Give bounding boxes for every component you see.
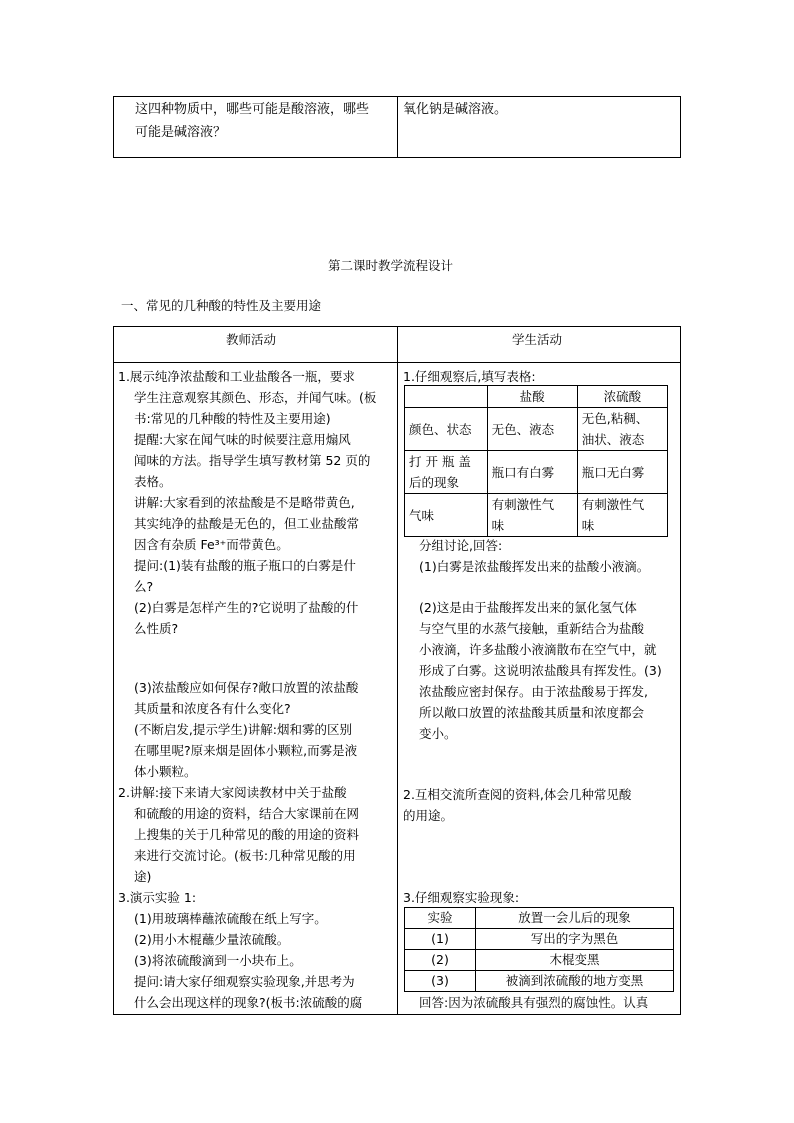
teacher-line: (不断启发,提示学生)讲解:烟和雾的区别 [134,722,352,737]
student-line: 分组讨论,回答: [419,538,503,553]
acid-table-cell: 无色、液态 [487,408,577,451]
student-line: (1)白雾是浓盐酸挥发出来的盐酸小液滴。 [419,559,650,574]
student-line: 小液滴，许多盐酸小液滴散布在空气中，就 [419,642,657,657]
student-line: 2.互相交流所查阅的资料,体会几种常见酸 [403,787,632,802]
exp-table-header: 放置一会儿后的现象 [476,908,674,929]
exp-table-cell: 写出的字为黑色 [476,929,674,950]
teacher-line: 什么会出现这样的现象?(板书:浓硫酸的腐 [134,995,363,1010]
teacher-line: 书:常见的几种酸的特性及主要用途) [134,411,331,426]
student-line: 所以敞口放置的浓盐酸其质量和浓度都会 [419,705,645,720]
experiment-table [404,907,674,992]
student-line: 与空气里的水蒸气接触，重新结合为盐酸 [419,621,645,636]
acid-table-header: 浓硫酸 [577,386,667,408]
teacher-line: 3.演示实验 1: [118,890,197,905]
acid-table-cell: 有刺激性气 味 [487,494,577,537]
subheading: 一、常见的几种酸的特性及主要用途 [121,298,322,313]
header-teacher: 教师活动 [226,332,277,347]
section-title: 第二课时教学流程设计 [328,258,454,273]
teacher-line: 上搜集的关于几种常见的酸的用途的资料 [134,827,360,842]
teacher-line: 么性质? [134,621,179,636]
exp-table-cell: (1) [405,929,476,950]
student-intro: 1.仔细观察后,填写表格: [403,369,536,384]
student-line: (2)这是由于盐酸挥发出来的氯化氢气体 [419,600,637,615]
teacher-line: 提醒:大家在闻气味的时候要注意用煽风 [134,432,351,447]
teacher-line: 提问:(1)装有盐酸的瓶子瓶口的白雾是什 [134,558,356,573]
teacher-line: 提问:请大家仔细观察实验现象,并思考为 [134,974,355,989]
acid-table-header [405,386,488,408]
teacher-line: (3)浓盐酸应如何保存?敞口放置的浓盐酸 [134,680,359,695]
teacher-line: 来进行交流讨论。(板书:几种常见酸的用 [134,848,356,863]
acid-table-cell: 瓶口有白雾 [487,451,577,494]
acid-table-cell: 瓶口无白雾 [577,451,667,494]
teacher-line: 途) [134,869,152,884]
student-answer-3: 回答:因为浓硫酸具有强烈的腐蚀性。认真 [419,995,649,1010]
teacher-line: 其质量和浓度各有什么变化? [134,701,291,716]
acid-table-cell: 有刺激性气 味 [577,494,667,537]
teacher-line: 因含有杂质 Fe³⁺而带黄色。 [134,537,289,552]
exp-table-cell: 木棍变黑 [476,950,674,971]
teacher-line: (3)将浓硫酸滴到一小块布上。 [134,953,302,968]
exp-table-cell: 被滴到浓硫酸的地方变黑 [476,971,674,992]
acid-table-cell: 气味 [405,494,488,537]
student-line: 浓盐酸应密封保存。由于浓盐酸易于挥发, [419,684,648,699]
acid-table-cell: 颜色、状态 [405,408,488,451]
teacher-line: (2)用小木棍蘸少量浓硫酸。 [134,932,290,947]
teacher-line: 2.讲解:接下来请大家阅读教材中关于盐酸 [118,785,347,800]
teacher-line: 讲解:大家看到的浓盐酸是不是略带黄色, [134,495,355,510]
teacher-line: 学生注意观察其颜色、形态，并闻气味。(板 [134,390,377,405]
teacher-line: 其实纯净的盐酸是无色的，但工业盐酸常 [134,516,360,531]
teacher-line: 在哪里呢?原来烟是固体小颗粒,而雾是液 [134,743,358,758]
teacher-line: 1.展示纯净浓盐酸和工业盐酸各一瓶，要求 [118,369,355,384]
student-line: 的用途。 [403,808,454,823]
student-line: 形成了白雾。这说明浓盐酸具有挥发性。(3) [419,663,662,678]
student-block3-intro: 3.仔细观察实验现象: [403,890,520,905]
top-left-line-1: 这四种物质中，哪些可能是酸溶液，哪些 [135,102,370,117]
teacher-line: 么? [134,579,154,594]
teacher-line: 体小颗粒。 [134,764,197,779]
teacher-line: 闻味的方法。指导学生填写教材第 52 页的 [134,453,371,468]
acid-table-cell: 打 开 瓶 盖 后的现象 [405,451,488,494]
acid-properties-table [404,385,668,537]
teacher-line: 和硫酸的用途的资料，结合大家课前在网 [134,806,360,821]
exp-table-cell: (2) [405,950,476,971]
student-line: 变小。 [419,726,457,741]
exp-table-cell: (3) [405,971,476,992]
exp-table-header: 实验 [405,908,476,929]
header-student: 学生活动 [512,332,563,347]
teacher-line: (1)用玻璃棒蘸浓硫酸在纸上写字。 [134,911,327,926]
top-right-line-1: 氧化钠是碱溶液。 [403,102,508,117]
teacher-line: 表格。 [134,474,172,489]
top-left-line-2: 可能是碱溶液？ [135,125,227,140]
acid-table-header: 盐酸 [487,386,577,408]
teacher-line: (2)白雾是怎样产生的?它说明了盐酸的什 [134,600,359,615]
acid-table-cell: 无色,粘稠、 油状、液态 [577,408,667,451]
